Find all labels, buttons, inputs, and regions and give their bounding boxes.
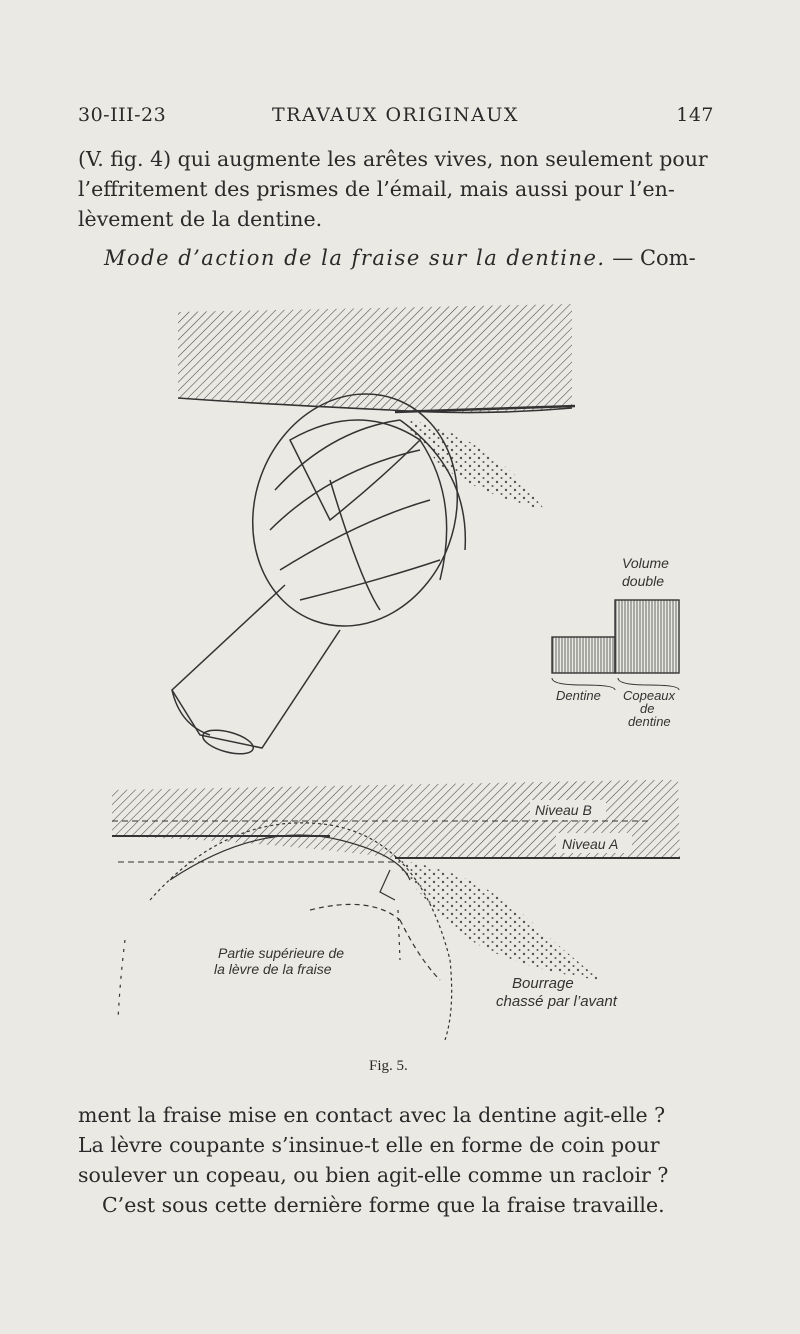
bur-shank-top [172,585,340,758]
chip-particles-bottom [395,860,600,980]
paragraph-1 [78,144,718,234]
dentine-block-top [178,304,575,413]
dentine-label: Dentine [556,688,601,703]
niveau-a-label: Niveau A [562,836,619,852]
partie-label-1: Partie supérieure de [218,945,345,961]
figure-caption: Fig. 5. [369,1058,408,1074]
copeaux-label-3: dentine [628,714,671,729]
text-line: La lèvre coupante s’insinue-t elle en forme de coin pour [78,1133,660,1157]
volume-label-line2: double [622,573,665,589]
header-date: 30-III-23 [78,104,167,126]
bourrage-label-1: Bourrage [512,975,574,992]
copeaux-bar [615,600,679,673]
niveau-b-label: Niveau B [535,802,592,818]
dentine-bar [552,637,615,673]
section-subheading [104,246,696,270]
chip-particles-top [400,418,545,510]
text-line: l’effritement des prismes de l’émail, mais aussi pour l’en- [78,177,675,201]
text-line: soulever un copeau, ou bien agit-elle comme un racloir ? [78,1163,669,1187]
volume-label-line1: Volume [622,555,669,571]
text-line: ment la fraise mise en contact avec la dentine agit-elle ? [78,1103,666,1127]
figure-5 [0,280,800,1080]
copeaux-label-1: Copeaux [623,688,676,703]
text-line-indented [78,1190,718,1220]
bourrage-label-2: chassé par l’avant [496,993,617,1010]
partie-label-2: la lèvre de la fraise [214,961,332,977]
running-header [78,104,714,134]
text-line: lèvement de la dentine. [78,207,323,231]
page-number: 147 [676,104,714,126]
header-section: TRAVAUX ORIGINAUX [272,104,519,126]
text-line: (V. fig. 4) qui augmente les arêtes vives, non seulement pour [78,147,708,171]
figure-drawing [0,280,800,1080]
volume-diagram [552,555,679,729]
subheading-continuation: — Com- [605,246,696,270]
subheading-title: Mode d’action de la fraise sur la dentine. [104,246,606,270]
copeaux-label-2: de [640,701,655,716]
paragraph-2 [78,1100,718,1220]
text-line: C’est sous cette dernière forme que la fraise travaille. [102,1193,665,1217]
